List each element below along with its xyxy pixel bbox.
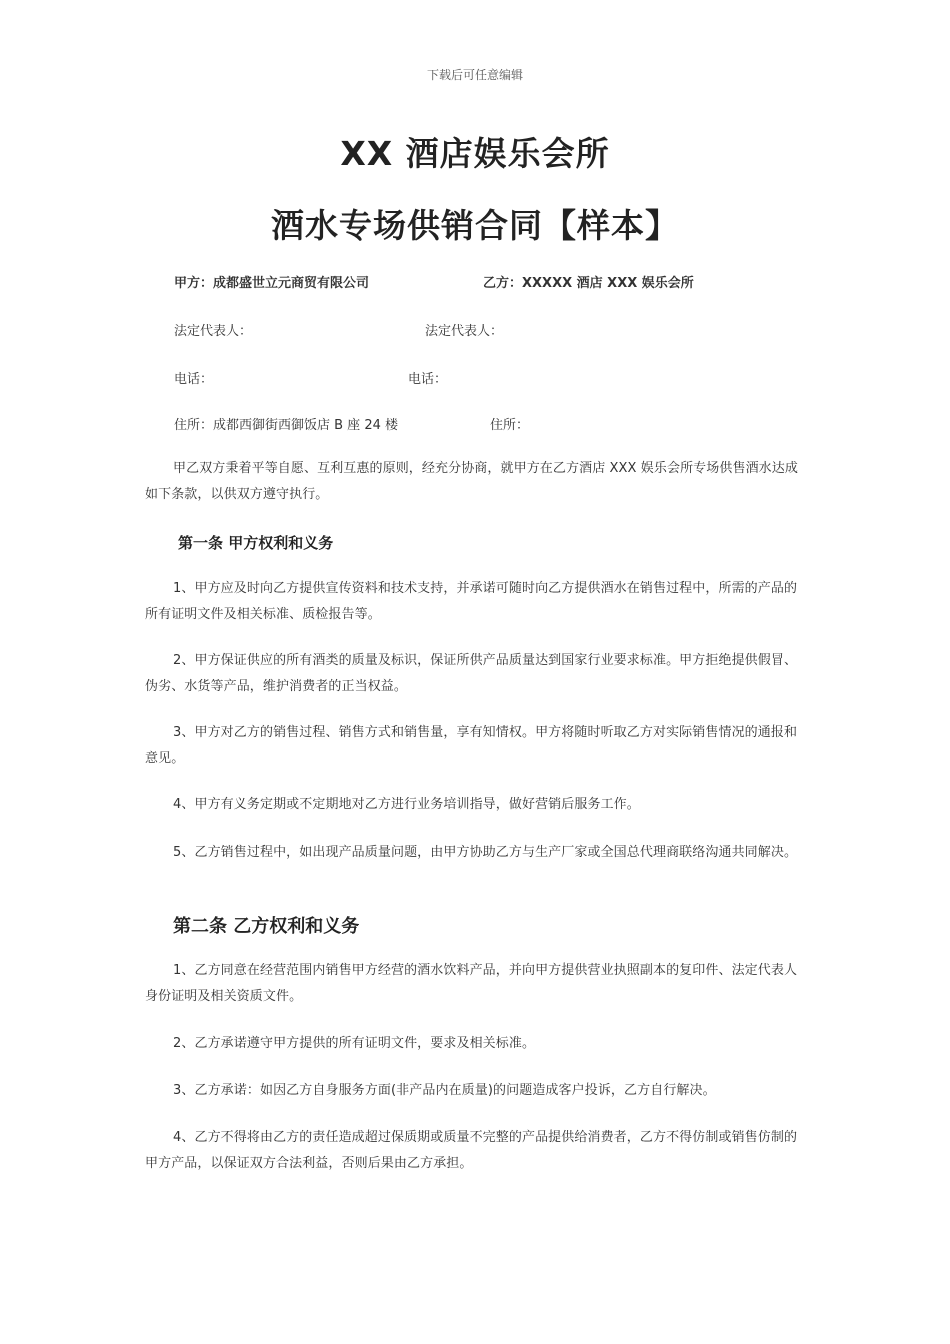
section1-item-1: 1、甲方应及时向乙方提供宣传资料和技术支持，并承诺可随时向乙方提供酒水在销售过程中，所需的产品的所有证明文件及相关标准、质检报告等。 [145,581,798,622]
party-b-phone: 电话： [408,372,448,387]
section1-item-3: 3、甲方对乙方的销售过程、销售方式和销售量，享有知情权。甲方将随时听取乙方对实际销售情况的通报和意见。 [145,725,798,766]
document-title-line1: XX 酒店娱乐会所 [340,134,610,173]
document-title-line2: 酒水专场供销合同【样本】 [271,206,679,245]
party-b-address: 住所： [490,418,530,433]
section1-item-4: 4、甲方有义务定期或不定期地对乙方进行业务培训指导，做好营销后服务工作。 [173,797,640,812]
party-b-name: 乙方：XXXXX 酒店 XXX 娱乐会所 [483,276,694,291]
section2-item-2: 2、乙方承诺遵守甲方提供的所有证明文件，要求及相关标准。 [173,1036,536,1051]
intro-paragraph: 甲乙双方秉着平等自愿、互利互惠的原则，经充分协商，就甲方在乙方酒店 XXX 娱乐会所专场供售酒水达成如下条款，以供双方遵守执行。 [145,461,798,502]
section1-item-2: 2、甲方保证供应的所有酒类的质量及标识，保证所供产品质量达到国家行业要求标准。甲方拒绝提供假冒、伪劣、水货等产品，维护消费者的正当权益。 [145,653,798,694]
section1-item-5: 5、乙方销售过程中，如出现产品质量问题，由甲方协助乙方与生产厂家或全国总代理商联络沟通共同解决。 [173,845,798,860]
section2-item-4: 4、乙方不得将由乙方的责任造成超过保质期或质量不完整的产品提供给消费者，乙方不得仿制或销售仿制的甲方产品，以保证双方合法利益，否则后果由乙方承担。 [145,1130,798,1171]
section2-heading: 第二条 乙方权利和义务 [173,916,360,937]
party-a-address: 住所：成都西御街西御饭店 B 座 24 楼 [174,418,398,433]
section2-item-3: 3、乙方承诺：如因乙方自身服务方面(非产品内在质量)的问题造成客户投诉，乙方自行解决。 [173,1083,716,1098]
party-a-phone: 电话： [174,372,214,387]
party-a-rep: 法定代表人： [174,324,253,339]
party-a-name: 甲方：成都盛世立元商贸有限公司 [174,276,370,291]
party-b-rep: 法定代表人： [425,324,504,339]
header-note: 下载后可任意编辑 [426,68,523,82]
section2-item-1: 1、乙方同意在经营范围内销售甲方经营的酒水饮料产品，并向甲方提供营业执照副本的复印件、法定代表人身份证明及相关资质文件。 [145,963,798,1004]
section1-heading: 第一条 甲方权利和义务 [178,534,334,552]
